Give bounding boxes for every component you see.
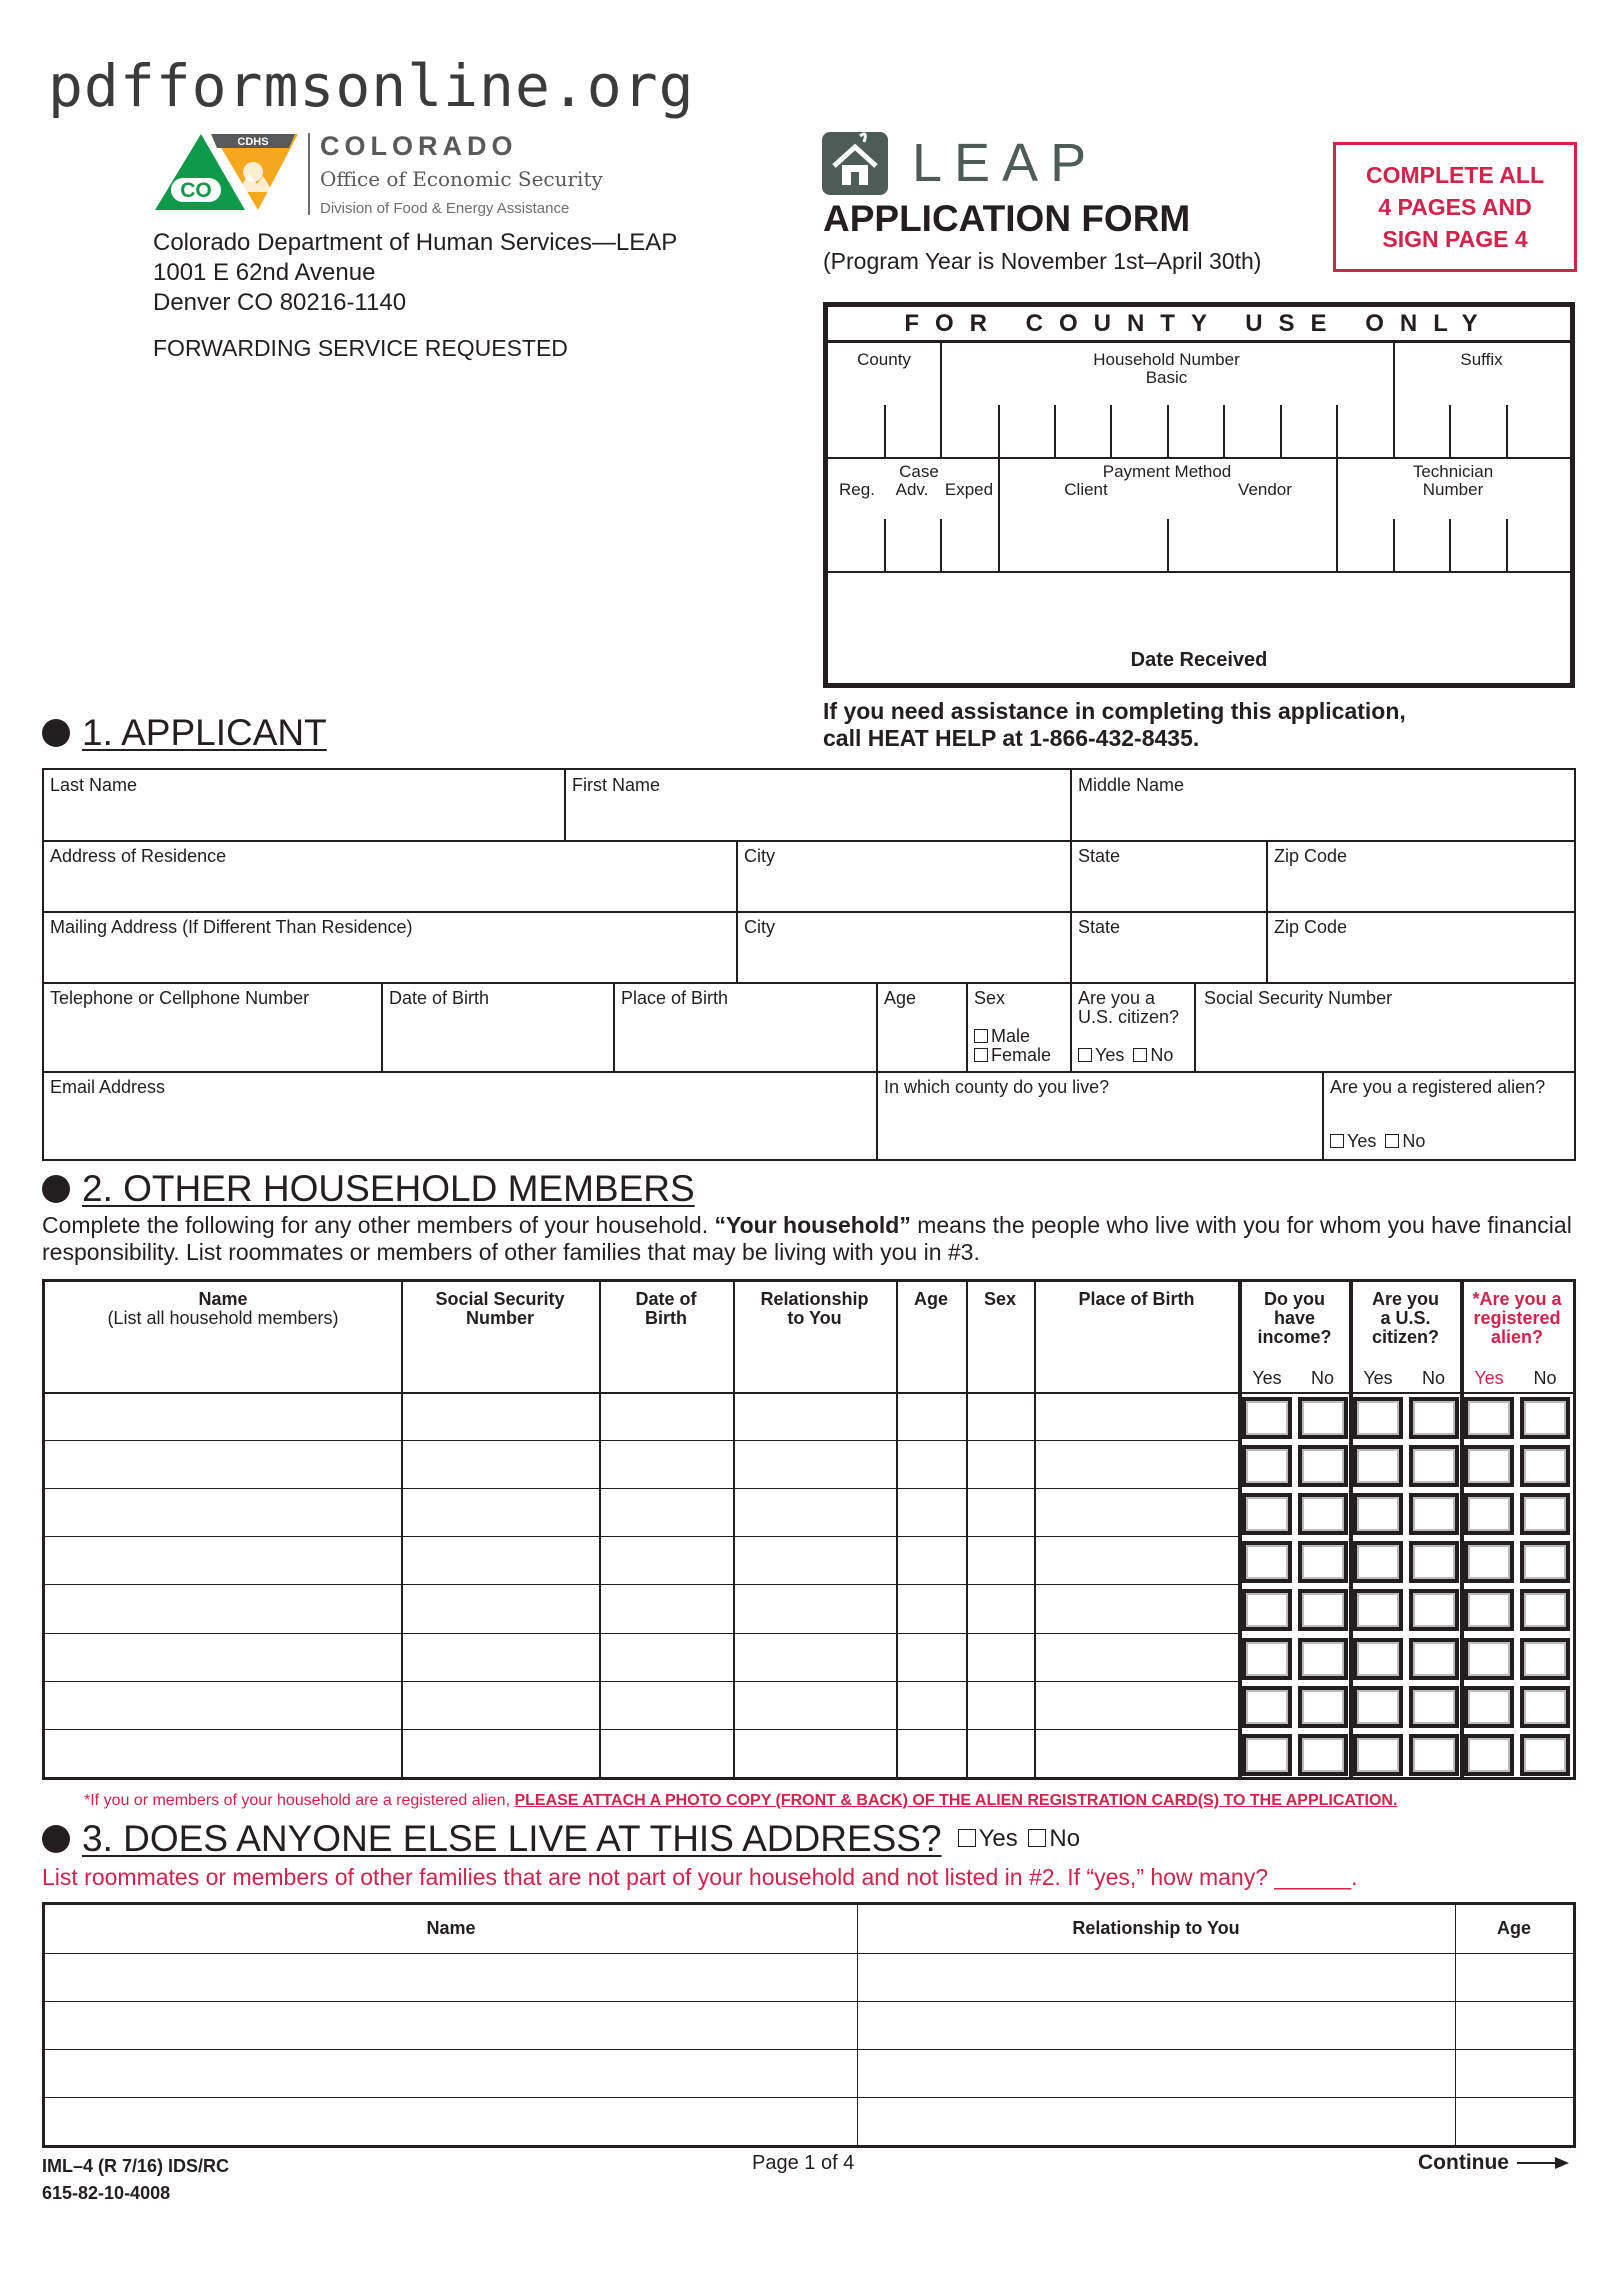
answer-checkbox[interactable]: [1464, 1638, 1514, 1680]
digit-tick: [1167, 519, 1169, 571]
col-line: [1070, 982, 1072, 1071]
answer-checkbox[interactable]: [1409, 1638, 1459, 1680]
answer-checkbox[interactable]: [1298, 1589, 1348, 1631]
answer-checkbox[interactable]: [1409, 1589, 1459, 1631]
return-address-line: 1001 E 62nd Avenue: [153, 259, 376, 286]
table-row[interactable]: [45, 1635, 1239, 1681]
col-line: [1070, 770, 1072, 840]
table-row[interactable]: [45, 2050, 1573, 2097]
residence-state-field[interactable]: State: [1078, 846, 1121, 866]
county-row-divider: [828, 571, 1570, 573]
adv-label: Adv.: [895, 480, 929, 499]
sex-female-option[interactable]: [974, 1046, 1051, 1065]
form-identifier: [42, 2153, 229, 2207]
col-rel-header: [733, 1290, 896, 1328]
assistance-line: call HEAT HELP at 1-866-432-8435.: [823, 725, 1200, 751]
table-row[interactable]: [45, 1490, 1239, 1536]
form-number: 615-82-10-4008: [42, 2183, 171, 2203]
household-number-text: Household Number: [1093, 350, 1240, 369]
section3-instruction: List roommates or members of other families that are not part of your household and not listed in #2. If “yes,” how many? ______.: [42, 1864, 1358, 1890]
income-no-label: No: [1310, 1368, 1334, 1388]
row-line: [44, 840, 1574, 842]
answer-checkbox[interactable]: [1353, 1541, 1403, 1583]
row-line: [45, 1681, 1239, 1682]
male-text: Male: [991, 1026, 1031, 1046]
table-row[interactable]: [45, 2098, 1573, 2145]
hdr-line: Relationship: [760, 1289, 869, 1309]
digit-tick: [884, 519, 886, 571]
hdr-line: Are you: [1371, 1289, 1440, 1309]
checkbox-icon[interactable]: [974, 1048, 988, 1062]
applicant-box: [42, 768, 1576, 1161]
digit-tick: [884, 405, 886, 457]
hdr-line: Birth: [645, 1308, 687, 1328]
col-line: [876, 982, 878, 1071]
county-label: County: [857, 350, 911, 369]
section-bullet: [42, 1825, 70, 1853]
answer-checkbox[interactable]: [1298, 1734, 1348, 1776]
notice-line: SIGN PAGE 4: [1382, 226, 1528, 252]
agency-state-title: COLORADO: [320, 131, 518, 161]
col-sex-header: Sex: [983, 1289, 1017, 1309]
answer-checkbox[interactable]: [1520, 1493, 1570, 1535]
col-name-sub: (List all household members): [107, 1308, 339, 1328]
hdr-line: Date of: [635, 1289, 697, 1309]
citizen-question: [1078, 989, 1179, 1027]
basic-text: Basic: [1145, 368, 1188, 387]
continue-text: Continue: [1418, 2151, 1509, 2174]
mailing-state-field[interactable]: State: [1078, 917, 1121, 937]
citizen-q-line: U.S. citizen?: [1078, 1007, 1180, 1027]
cdhs-badge-text: CDHS: [237, 136, 269, 148]
citizen-yes-label: Yes: [1363, 1368, 1393, 1388]
alien-options: [1330, 1132, 1425, 1151]
citizen-yes-checkbox[interactable]: [1078, 1048, 1092, 1062]
answer-checkbox[interactable]: [1520, 1638, 1570, 1680]
digit-tick: [1449, 405, 1451, 457]
answer-checkbox[interactable]: [1464, 1541, 1514, 1583]
logo-divider: [308, 133, 310, 215]
technician-text: Technician: [1412, 462, 1494, 481]
answer-checkbox[interactable]: [1520, 1589, 1570, 1631]
answer-checkbox[interactable]: [1520, 1397, 1570, 1439]
section1-title-text: 1. APPLICANT: [82, 712, 327, 753]
alien-yes-checkbox[interactable]: [1330, 1134, 1344, 1148]
payment-method-label: Payment Method: [1102, 462, 1232, 481]
residence-address-field[interactable]: Address of Residence: [50, 846, 227, 866]
col-citizen-header: [1350, 1290, 1461, 1347]
answer-checkbox[interactable]: [1464, 1493, 1514, 1535]
other-name-header: Name: [426, 1918, 476, 1938]
suffix-label: Suffix: [1460, 350, 1503, 369]
section3-options: [958, 1825, 1081, 1853]
co-letters: CO: [180, 179, 212, 202]
female-text: Female: [991, 1045, 1052, 1065]
hdr-line: Do you: [1264, 1289, 1325, 1309]
col-dob-header: [599, 1290, 733, 1328]
table-row[interactable]: [45, 1394, 1239, 1440]
age-field[interactable]: Age: [884, 988, 917, 1008]
row-line: [45, 1536, 1239, 1537]
table-row[interactable]: [45, 1731, 1239, 1777]
row-line: [44, 982, 1574, 984]
digit-tick: [998, 405, 1000, 457]
page-number: Page 1 of 4: [752, 2152, 855, 2174]
answer-checkbox[interactable]: [1464, 1686, 1514, 1728]
reg-label: Reg.: [839, 480, 875, 499]
col-line: [876, 1071, 878, 1161]
client-label: Client: [1064, 480, 1108, 499]
section-bullet: [42, 719, 70, 747]
answer-checkbox[interactable]: [1353, 1638, 1403, 1680]
digit-tick: [1336, 405, 1338, 457]
forwarding-notice: FORWARDING SERVICE REQUESTED: [153, 335, 568, 361]
col-alien-header: [1461, 1290, 1573, 1347]
digit-tick: [1223, 405, 1225, 457]
return-address-line: Denver CO 80216-1140: [153, 289, 407, 316]
household-grid: [45, 1282, 1573, 1777]
answer-checkbox[interactable]: [1353, 1686, 1403, 1728]
table-row[interactable]: [45, 1538, 1239, 1584]
answer-checkbox[interactable]: [1353, 1397, 1403, 1439]
answer-checkbox[interactable]: [1298, 1445, 1348, 1487]
county-use-box: [823, 302, 1575, 688]
no-text: No: [1049, 1825, 1081, 1852]
answer-checkbox[interactable]: [1464, 1445, 1514, 1487]
answer-checkbox[interactable]: [1409, 1445, 1459, 1487]
county-row-divider: [828, 457, 1570, 459]
section3-title-text: 3. DOES ANYONE ELSE LIVE AT THIS ADDRESS?: [82, 1818, 942, 1859]
assistance-line: If you need assistance in completing this application,: [823, 698, 1406, 724]
watermark: pdfformsonline.org: [48, 52, 695, 120]
col-income-header: [1239, 1290, 1350, 1347]
col-line: [1322, 1071, 1324, 1161]
sex-male-option[interactable]: [974, 1027, 1030, 1046]
complete-all-notice: [1333, 142, 1577, 272]
col-pob-header: Place of Birth: [1078, 1289, 1195, 1309]
yes-text: Yes: [1347, 1131, 1377, 1151]
hdr-line: citizen?: [1371, 1327, 1439, 1347]
leap-house-icon: [822, 130, 890, 196]
answer-checkbox[interactable]: [1520, 1445, 1570, 1487]
residence-city-field[interactable]: City: [744, 846, 775, 866]
section2-title-text: 2. OTHER HOUSEHOLD MEMBERS: [82, 1168, 695, 1209]
table-row[interactable]: [45, 1442, 1239, 1488]
agency-office: Office of Economic Security: [320, 167, 603, 191]
email-field[interactable]: Email Address: [50, 1077, 166, 1097]
citizen-q-line: Are you a: [1078, 988, 1156, 1008]
digit-tick: [1393, 519, 1395, 571]
answer-checkbox[interactable]: [1242, 1397, 1292, 1439]
case-label: Case: [899, 462, 939, 481]
row-line: [45, 1633, 1239, 1634]
digit-tick: [940, 519, 942, 571]
answer-checkbox[interactable]: [1298, 1686, 1348, 1728]
yes-text: Yes: [1095, 1045, 1125, 1065]
digit-tick: [1280, 405, 1282, 457]
answer-checkbox[interactable]: [1464, 1589, 1514, 1631]
answer-checkbox[interactable]: [1298, 1493, 1348, 1535]
other-residents-grid: [45, 1905, 1573, 2145]
note-text: Complete the following for any other members of your household.: [42, 1212, 715, 1238]
continue-indicator: [1418, 2151, 1569, 2175]
assistance-notice: [823, 698, 1406, 752]
return-address-line: Colorado Department of Human Services—LEAP: [153, 229, 678, 256]
hdr-line: Social Security: [435, 1289, 565, 1309]
form-title: APPLICATION FORM: [823, 198, 1191, 239]
colorado-cdhs-logo: [153, 130, 303, 212]
citizen-options: [1078, 1046, 1173, 1065]
hdr-line: alien?: [1490, 1327, 1543, 1347]
first-name-field[interactable]: First Name: [572, 775, 661, 795]
mailing-zip-field[interactable]: Zip Code: [1274, 917, 1348, 937]
answer-checkbox[interactable]: [1242, 1541, 1292, 1583]
hdr-line: Number: [465, 1308, 534, 1328]
table-row[interactable]: [45, 1954, 1573, 2001]
hdr-line: registered: [1473, 1308, 1561, 1328]
answer-checkbox[interactable]: [1242, 1734, 1292, 1776]
no-text: No: [1402, 1131, 1426, 1151]
answer-checkbox[interactable]: [1520, 1734, 1570, 1776]
digit-tick: [1506, 519, 1508, 571]
note-text: means the people who live with you for whom you have financial responsibility. List roommates or members of other families that may be living with you in #3.: [42, 1212, 1572, 1265]
hdr-line: *Are you a: [1472, 1289, 1562, 1309]
col-line: [1070, 840, 1072, 982]
answer-checkbox[interactable]: [1409, 1734, 1459, 1776]
pob-field[interactable]: Place of Birth: [621, 988, 729, 1008]
table-row[interactable]: [45, 1683, 1239, 1729]
other-residents-table: [42, 1902, 1576, 2148]
answer-checkbox[interactable]: [1409, 1686, 1459, 1728]
hdr-line: income?: [1257, 1327, 1332, 1347]
digit-tick: [1054, 405, 1056, 457]
answer-checkbox[interactable]: [1353, 1493, 1403, 1535]
col-name: Name: [198, 1289, 248, 1309]
mailing-address-field[interactable]: Mailing Address (If Different Than Residence): [50, 917, 413, 937]
section3-yes-checkbox[interactable]: [958, 1829, 976, 1847]
answer-checkbox[interactable]: [1298, 1638, 1348, 1680]
mailing-city-field[interactable]: City: [744, 917, 775, 937]
county-of-residence-field[interactable]: In which county do you live?: [884, 1077, 1110, 1097]
alien-no-label: No: [1533, 1368, 1557, 1388]
other-rel-header: Relationship to You: [1072, 1918, 1240, 1938]
answer-checkbox[interactable]: [1409, 1397, 1459, 1439]
other-age-header: Age: [1496, 1918, 1531, 1938]
table-row[interactable]: [45, 1586, 1239, 1632]
section-bullet: [42, 1175, 70, 1203]
answer-checkbox[interactable]: [1353, 1445, 1403, 1487]
leap-brand: LEAP: [912, 133, 1099, 193]
answer-checkbox[interactable]: [1242, 1686, 1292, 1728]
hdr-line: have: [1273, 1308, 1316, 1328]
digit-tick: [1449, 519, 1451, 571]
residence-zip-field[interactable]: Zip Code: [1274, 846, 1348, 866]
ssn-field[interactable]: Social Security Number: [1204, 988, 1393, 1008]
form-id: IML–4 (R 7/16) IDS/RC: [42, 2156, 230, 2176]
exped-label: Exped: [944, 480, 994, 499]
section1-title: [42, 712, 327, 754]
checkbox-icon[interactable]: [974, 1029, 988, 1043]
footnote-emphasis: PLEASE ATTACH A PHOTO COPY (FRONT & BACK) OF THE ALIEN REGISTRATION CARD(S) TO THE APPLICATION.: [514, 1792, 1398, 1809]
table-row[interactable]: [45, 2002, 1573, 2049]
middle-name-field[interactable]: Middle Name: [1078, 775, 1185, 795]
alien-yes-label: Yes: [1474, 1368, 1504, 1388]
notice-line: COMPLETE ALL: [1365, 162, 1545, 188]
answer-checkbox[interactable]: [1242, 1493, 1292, 1535]
notice-line: 4 PAGES AND: [1378, 194, 1532, 220]
technician-number-text: Number: [1422, 480, 1484, 499]
vendor-label: Vendor: [1238, 480, 1292, 499]
registered-alien-question: Are you a registered alien?: [1330, 1077, 1546, 1097]
digit-tick: [1167, 405, 1169, 457]
yes-text: Yes: [978, 1825, 1018, 1852]
citizen-no-label: No: [1421, 1368, 1445, 1388]
phone-field[interactable]: Telephone or Cellphone Number: [50, 988, 310, 1008]
section3-no-checkbox[interactable]: [1028, 1829, 1046, 1847]
row-line: [45, 1729, 1239, 1730]
col-line: [736, 840, 738, 982]
household-number-label: [940, 351, 1393, 387]
answer-checkbox[interactable]: [1464, 1397, 1514, 1439]
answer-checkbox[interactable]: [1353, 1589, 1403, 1631]
citizen-no-checkbox[interactable]: [1133, 1048, 1147, 1062]
date-received-label: Date Received: [1130, 649, 1268, 671]
row-line: [45, 1440, 1239, 1441]
col-line: [1266, 840, 1268, 982]
answer-checkbox[interactable]: [1242, 1445, 1292, 1487]
technician-label: [1336, 463, 1570, 499]
answer-checkbox[interactable]: [1409, 1541, 1459, 1583]
section2-title: [42, 1168, 695, 1210]
note-bold: “Your household”: [714, 1212, 911, 1238]
return-address: [153, 228, 677, 318]
answer-checkbox[interactable]: [1353, 1734, 1403, 1776]
last-name-field[interactable]: Last Name: [50, 775, 138, 795]
answer-checkbox[interactable]: [1520, 1686, 1570, 1728]
row-line: [44, 911, 1574, 913]
household-note: [42, 1212, 1582, 1266]
county-use-header: FOR COUNTY USE ONLY: [828, 307, 1570, 343]
col-name-header: [45, 1290, 401, 1328]
hdr-line: to You: [787, 1308, 842, 1328]
no-text: No: [1150, 1045, 1174, 1065]
answer-checkbox[interactable]: [1520, 1541, 1570, 1583]
agency-division: Division of Food & Energy Assistance: [320, 200, 570, 217]
answer-checkbox[interactable]: [1298, 1541, 1348, 1583]
col-line: [613, 982, 615, 1071]
income-yes-label: Yes: [1252, 1368, 1282, 1388]
section3-title: [42, 1818, 1080, 1860]
col-line: [1194, 982, 1196, 1071]
col-age-header: Age: [913, 1289, 948, 1309]
row-line: [45, 1584, 1239, 1585]
alien-no-checkbox[interactable]: [1385, 1134, 1399, 1148]
program-year: (Program Year is November 1st–April 30th): [823, 248, 1262, 274]
row-line: [45, 1488, 1239, 1489]
col-line: [381, 982, 383, 1071]
col-line: [966, 982, 968, 1071]
sex-label: Sex: [974, 988, 1006, 1008]
arrow-right-icon: [1517, 2155, 1569, 2171]
answer-checkbox[interactable]: [1409, 1493, 1459, 1535]
footnote-text: *If you or members of your household are a registered alien,: [84, 1792, 515, 1809]
row-line: [44, 1071, 1574, 1073]
col-line: [564, 770, 566, 840]
digit-tick: [1506, 405, 1508, 457]
col-ssn-header: [401, 1290, 599, 1328]
answer-checkbox[interactable]: [1298, 1397, 1348, 1439]
dob-field[interactable]: Date of Birth: [389, 988, 490, 1008]
household-table: [42, 1279, 1576, 1780]
digit-tick: [1110, 405, 1112, 457]
answer-checkbox[interactable]: [1242, 1589, 1292, 1631]
answer-checkbox[interactable]: [1242, 1638, 1292, 1680]
alien-footnote: [84, 1792, 1397, 1810]
answer-checkbox[interactable]: [1464, 1734, 1514, 1776]
hdr-line: a U.S.: [1380, 1308, 1431, 1328]
